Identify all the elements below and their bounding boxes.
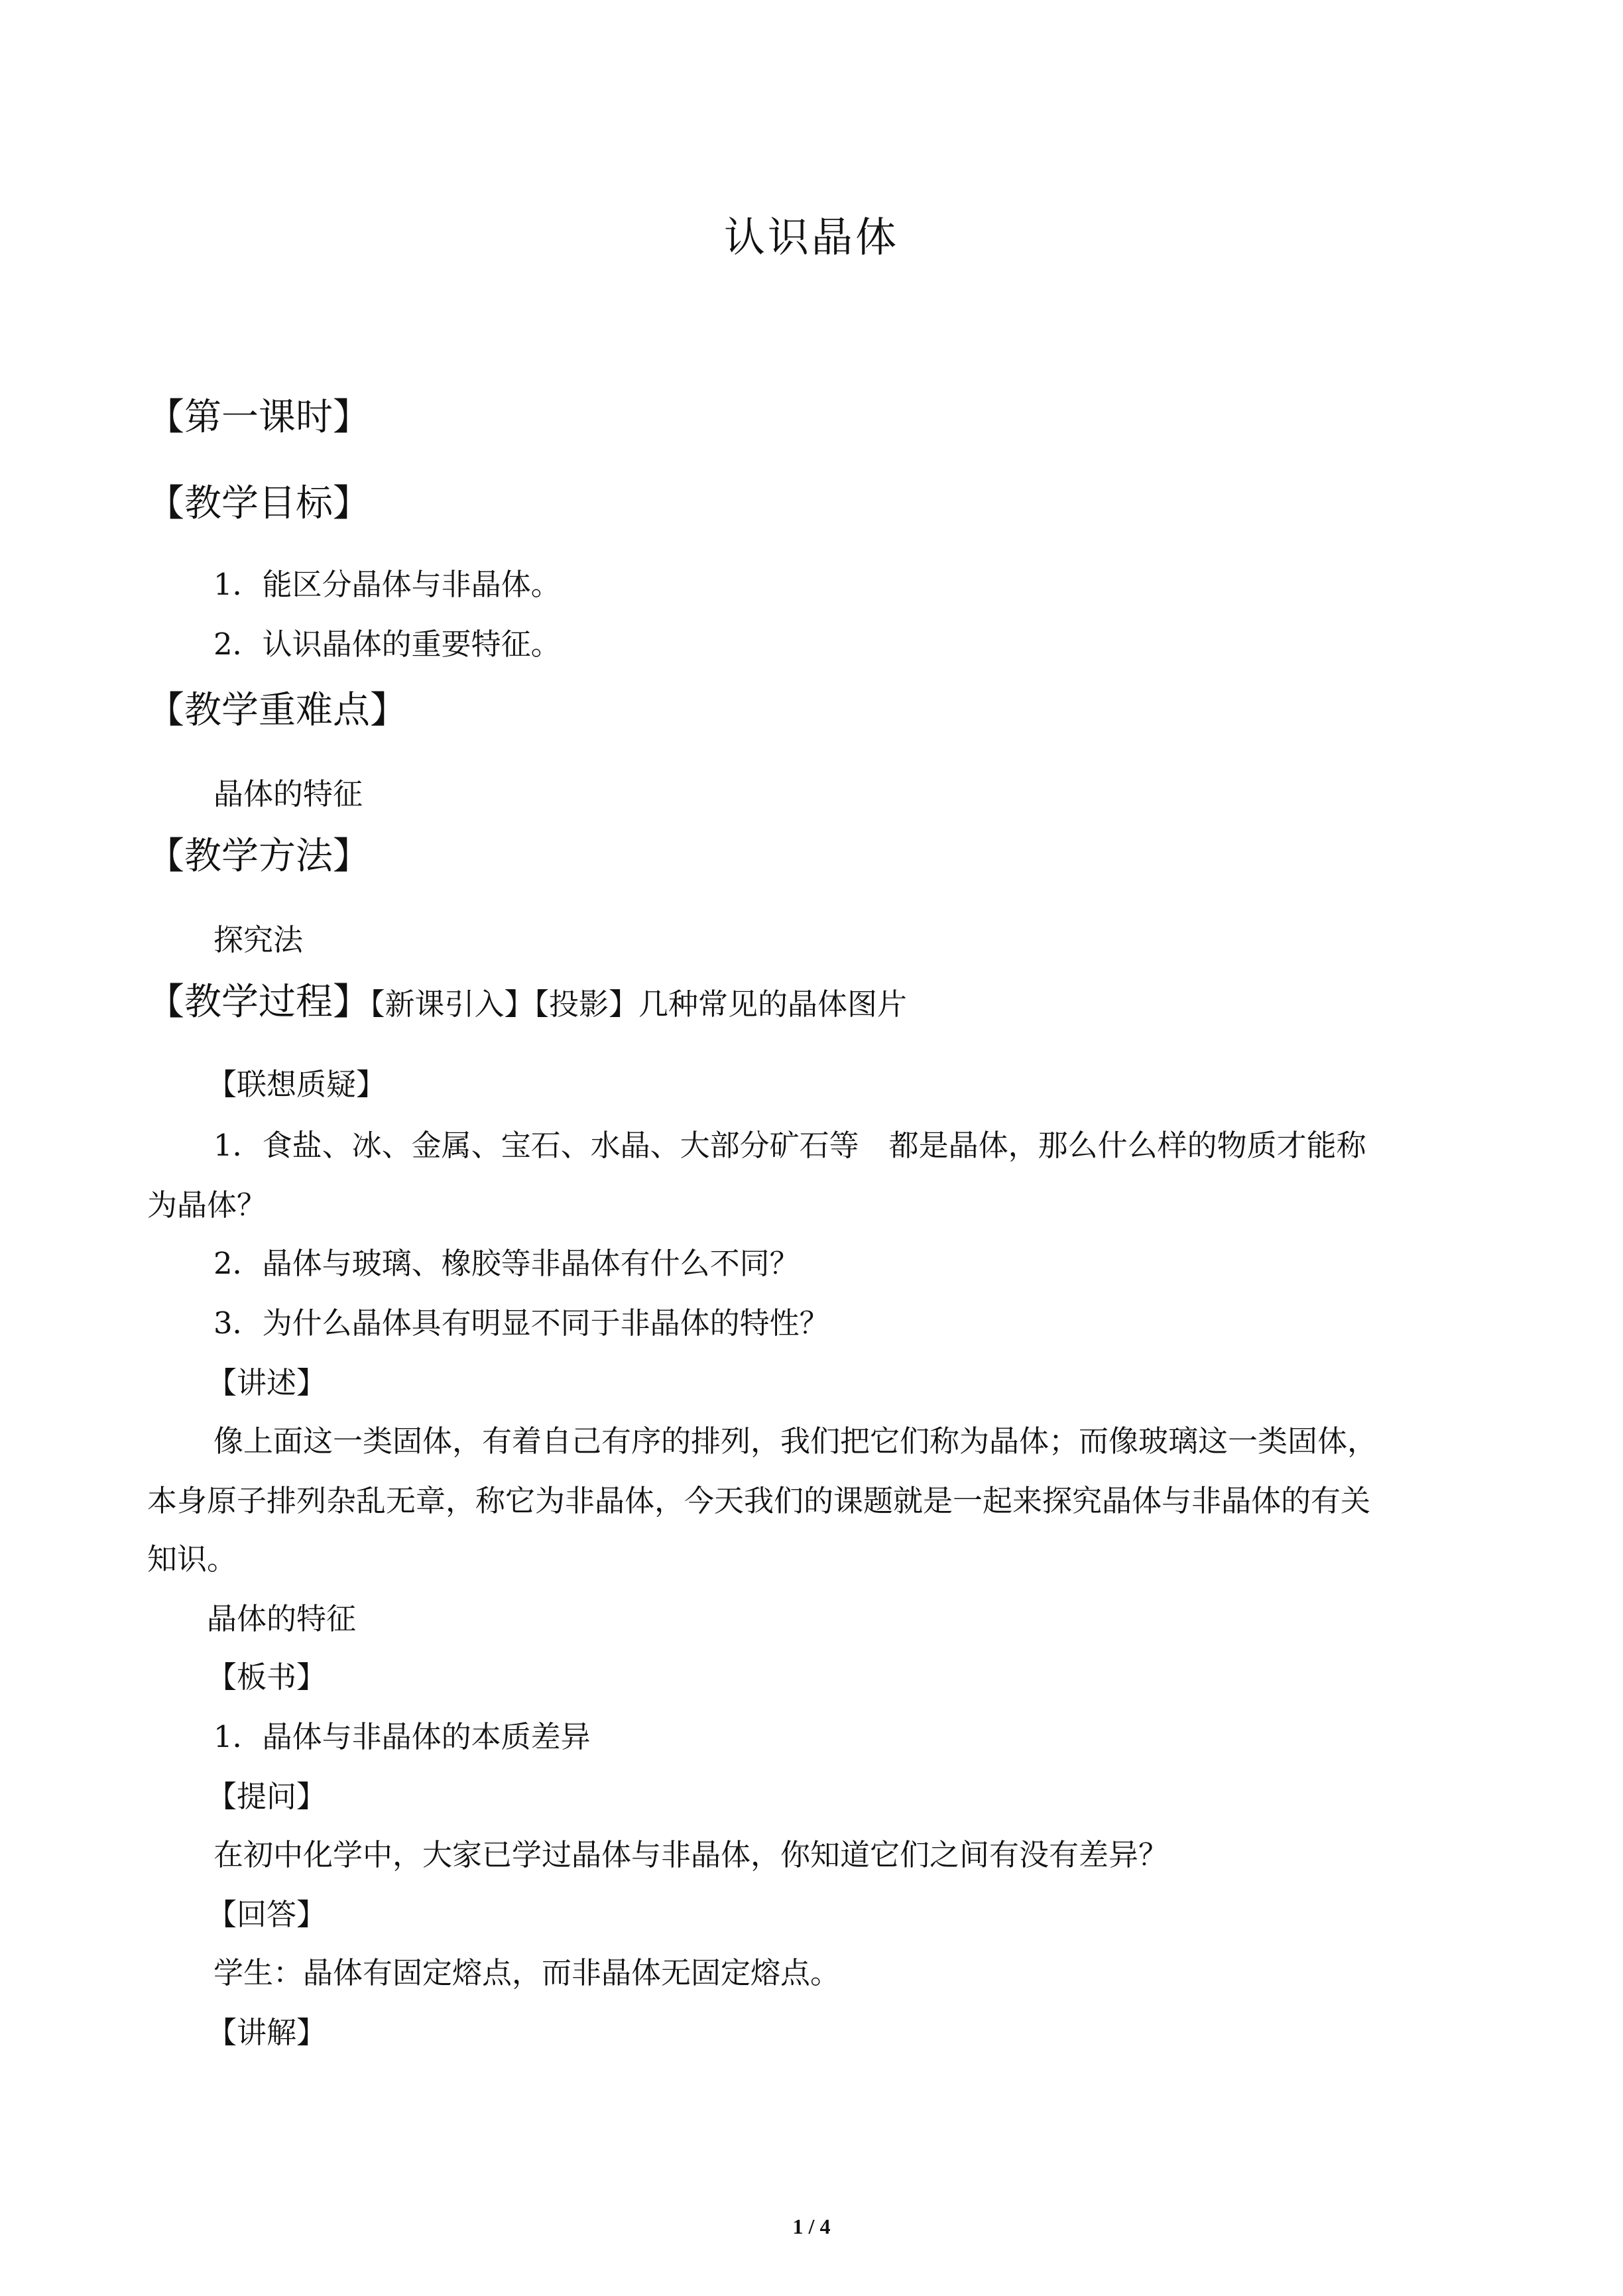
question-3: 3．为什么晶体具有明显不同于非晶体的特性？ bbox=[213, 1305, 829, 1341]
heading-methods: 【教学方法】 bbox=[147, 835, 370, 878]
feature-text: 晶体的特征 bbox=[207, 1601, 357, 1636]
assoc-label: 【联想质疑】 bbox=[207, 1067, 387, 1102]
question-1-line-1: 1．食盐、冰、金属、宝石、水晶、大部分矿石等 都是晶体，那么什么样的物质才能称 bbox=[213, 1128, 1366, 1163]
process-subheading: 【新课引入】【投影】几种常见的晶体图片 bbox=[370, 987, 908, 1022]
answer-label: 【回答】 bbox=[207, 1897, 327, 1932]
narrate-line-3: 知识。 bbox=[147, 1541, 237, 1577]
board-item: 1．晶体与非晶体的本质差异 bbox=[213, 1719, 591, 1754]
ask-label: 【提问】 bbox=[207, 1779, 327, 1814]
narrate-line-2: 本身原子排列杂乱无章，称它为非晶体，今天我们的课题就是一起来探究晶体与非晶体的有关 bbox=[147, 1483, 1371, 1518]
ask-text: 在初中化学中，大家已学过晶体与非晶体，你知道它们之间有没有差异？ bbox=[213, 1837, 1169, 1872]
heading-lesson: 【第一课时】 bbox=[147, 396, 370, 439]
document-title: 认识晶体 bbox=[723, 213, 899, 261]
goal-item-1: 1．能区分晶体与非晶体。 bbox=[213, 567, 561, 602]
answer-text: 学生：晶体有固定熔点，而非晶体无固定熔点。 bbox=[213, 1955, 841, 1990]
question-1-line-2: 为晶体？ bbox=[147, 1187, 267, 1223]
heading-process bbox=[147, 979, 907, 1028]
question-2: 2．晶体与玻璃、橡胶等非晶体有什么不同？ bbox=[213, 1246, 800, 1281]
methods-text: 探究法 bbox=[213, 922, 304, 957]
process-label: 【教学过程】 bbox=[147, 981, 370, 1024]
explain-label: 【讲解】 bbox=[207, 2015, 327, 2050]
heading-key-points: 【教学重难点】 bbox=[147, 689, 407, 732]
goal-item-2: 2．认识晶体的重要特征。 bbox=[213, 627, 561, 662]
page-number: 1 / 4 bbox=[792, 2214, 831, 2238]
narrate-label: 【讲述】 bbox=[207, 1365, 327, 1400]
key-points-text: 晶体的特征 bbox=[213, 776, 363, 812]
narrate-line-1: 像上面这一类固体，有着自己有序的排列，我们把它们称为晶体；而像玻璃这一类固体， bbox=[213, 1423, 1378, 1459]
heading-goals: 【教学目标】 bbox=[147, 482, 370, 525]
board-label: 【板书】 bbox=[207, 1660, 327, 1695]
